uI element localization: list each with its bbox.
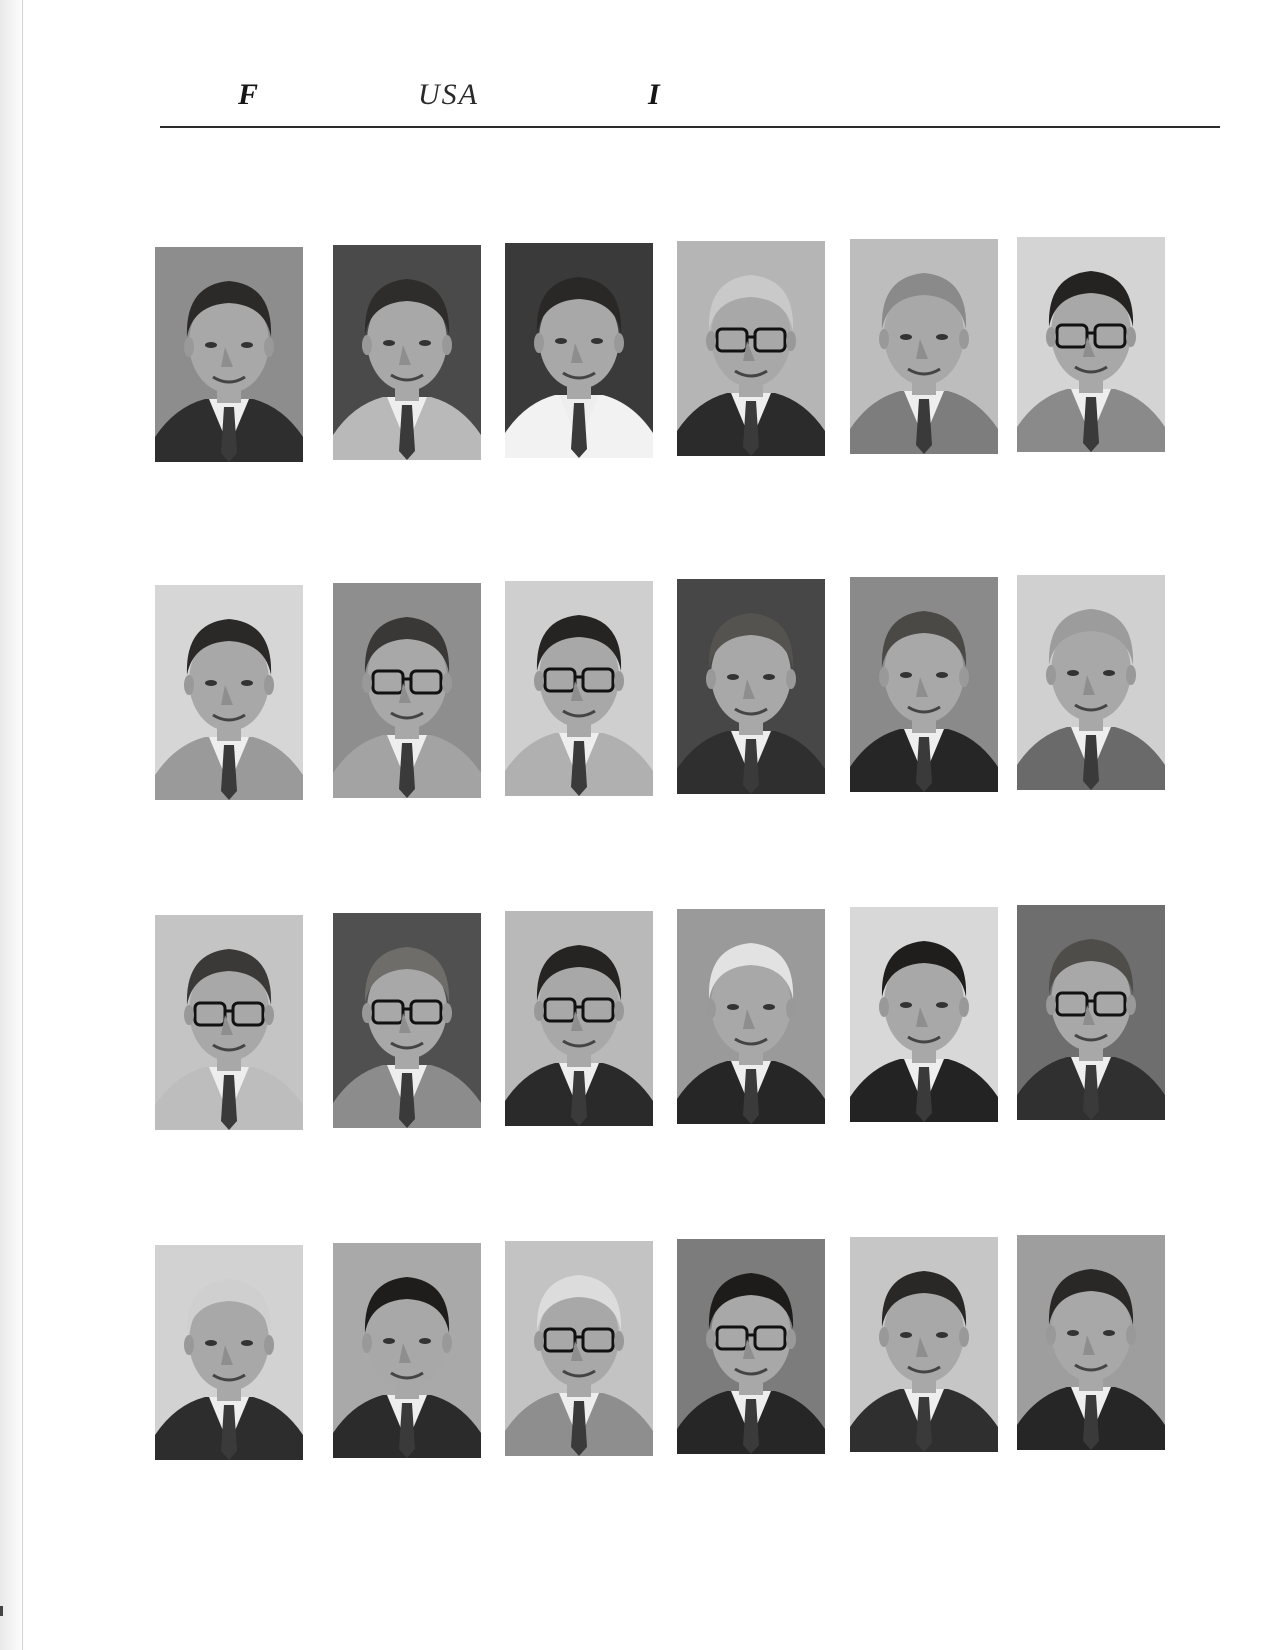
scan-mark — [0, 1606, 3, 1616]
portrait-photo — [677, 579, 825, 794]
portrait-photo — [505, 911, 653, 1126]
portrait-photo — [850, 1237, 998, 1452]
portrait-photo — [677, 241, 825, 456]
portrait-photo — [1017, 575, 1165, 790]
portrait-photo — [333, 583, 481, 798]
portrait-photo — [155, 915, 303, 1130]
portrait-photo — [505, 1241, 653, 1456]
portrait-photo — [155, 247, 303, 462]
portrait-photo — [850, 239, 998, 454]
portrait-photo — [1017, 905, 1165, 1120]
portrait-photo — [333, 1243, 481, 1458]
portrait-photo — [677, 1239, 825, 1454]
portrait-photo — [1017, 1235, 1165, 1450]
header-rule — [160, 126, 1220, 128]
page-header — [160, 70, 1220, 120]
header-usa: USA — [418, 78, 479, 111]
header-letter-i: I — [648, 78, 660, 111]
portrait-photo — [505, 243, 653, 458]
portrait-photo — [850, 577, 998, 792]
portrait-photo — [155, 585, 303, 800]
portrait-photo — [505, 581, 653, 796]
portrait-photo — [155, 1245, 303, 1460]
page-binding-line — [22, 0, 23, 1650]
header-letter-f: F — [238, 78, 259, 111]
portrait-photo — [850, 907, 998, 1122]
portrait-photo — [333, 245, 481, 460]
portrait-photo — [333, 913, 481, 1128]
portrait-photo — [677, 909, 825, 1124]
portrait-photo — [1017, 237, 1165, 452]
